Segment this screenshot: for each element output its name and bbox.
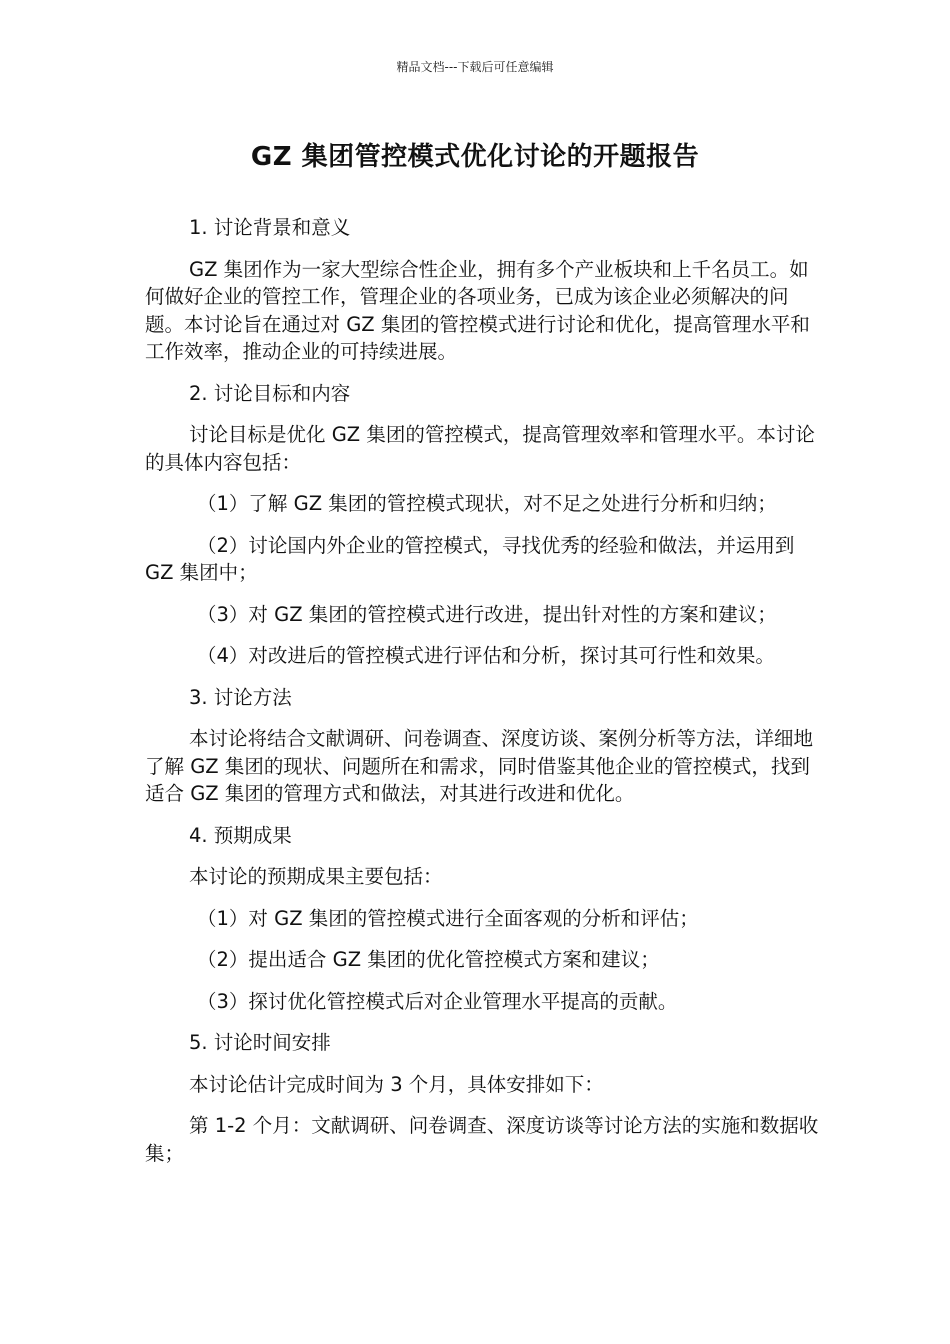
- paragraph: 第 1-2 个月：文献调研、问卷调查、深度访谈等讨论方法的实施和数据收集；: [145, 1114, 819, 1165]
- list-item: （4）对改进后的管控模式进行评估和分析，探讨其可行性和效果。: [197, 644, 775, 667]
- section-heading: 1. 讨论背景和意义: [189, 216, 351, 239]
- paragraph: 本讨论估计完成时间为 3 个月，具体安排如下：: [189, 1072, 604, 1096]
- section-heading: 2. 讨论目标和内容: [189, 381, 351, 405]
- section-heading: 5. 讨论时间安排: [189, 1031, 331, 1054]
- list-item: （1）了解 GZ 集团的管控模式现状，对不足之处进行分析和归纳；: [197, 492, 777, 515]
- list-item: （3）探讨优化管控模式后对企业管理水平提高的贡献。: [197, 989, 678, 1013]
- header-note: 精品文档---下载后可任意编辑: [396, 60, 554, 74]
- paragraph: 讨论目标是优化 GZ 集团的管控模式，提高管理效率和管理水平。本讨论的具体内容包括：: [145, 423, 815, 474]
- document-title: GZ 集团管控模式优化讨论的开题报告: [250, 142, 700, 172]
- paragraph: 本讨论的预期成果主要包括：: [189, 865, 443, 888]
- paragraph: GZ 集团作为一家大型综合性企业，拥有多个产业板块和上千名员工。如何做好企业的管控工作，管理企业的各项业务，已成为该企业必须解决的问题。本讨论旨在通过对 GZ 集团的管控模式进行讨论和优化，提高管理水平和工作效率，推动企业的可持续进展。: [145, 257, 810, 363]
- list-item: （2）讨论国内外企业的管控模式，寻找优秀的经验和做法，并运用到 GZ 集团中；: [145, 533, 795, 584]
- section-heading: 3. 讨论方法: [189, 685, 292, 709]
- list-item: （1）对 GZ 集团的管控模式进行全面客观的分析和评估；: [197, 906, 699, 930]
- section-heading: 4. 预期成果: [189, 823, 292, 847]
- list-item: （3）对 GZ 集团的管控模式进行改进，提出针对性的方案和建议；: [197, 602, 777, 626]
- document-body: [145, 214, 820, 1181]
- list-item: （2）提出适合 GZ 集团的优化管控模式方案和建议；: [197, 948, 660, 971]
- paragraph: 本讨论将结合文献调研、问卷调查、深度访谈、案例分析等方法，详细地了解 GZ 集团的现状、问题所在和需求，同时借鉴其他企业的管控模式，找到适合 GZ 集团的管理方式和做法，对其进行改进和优化。: [145, 727, 814, 805]
